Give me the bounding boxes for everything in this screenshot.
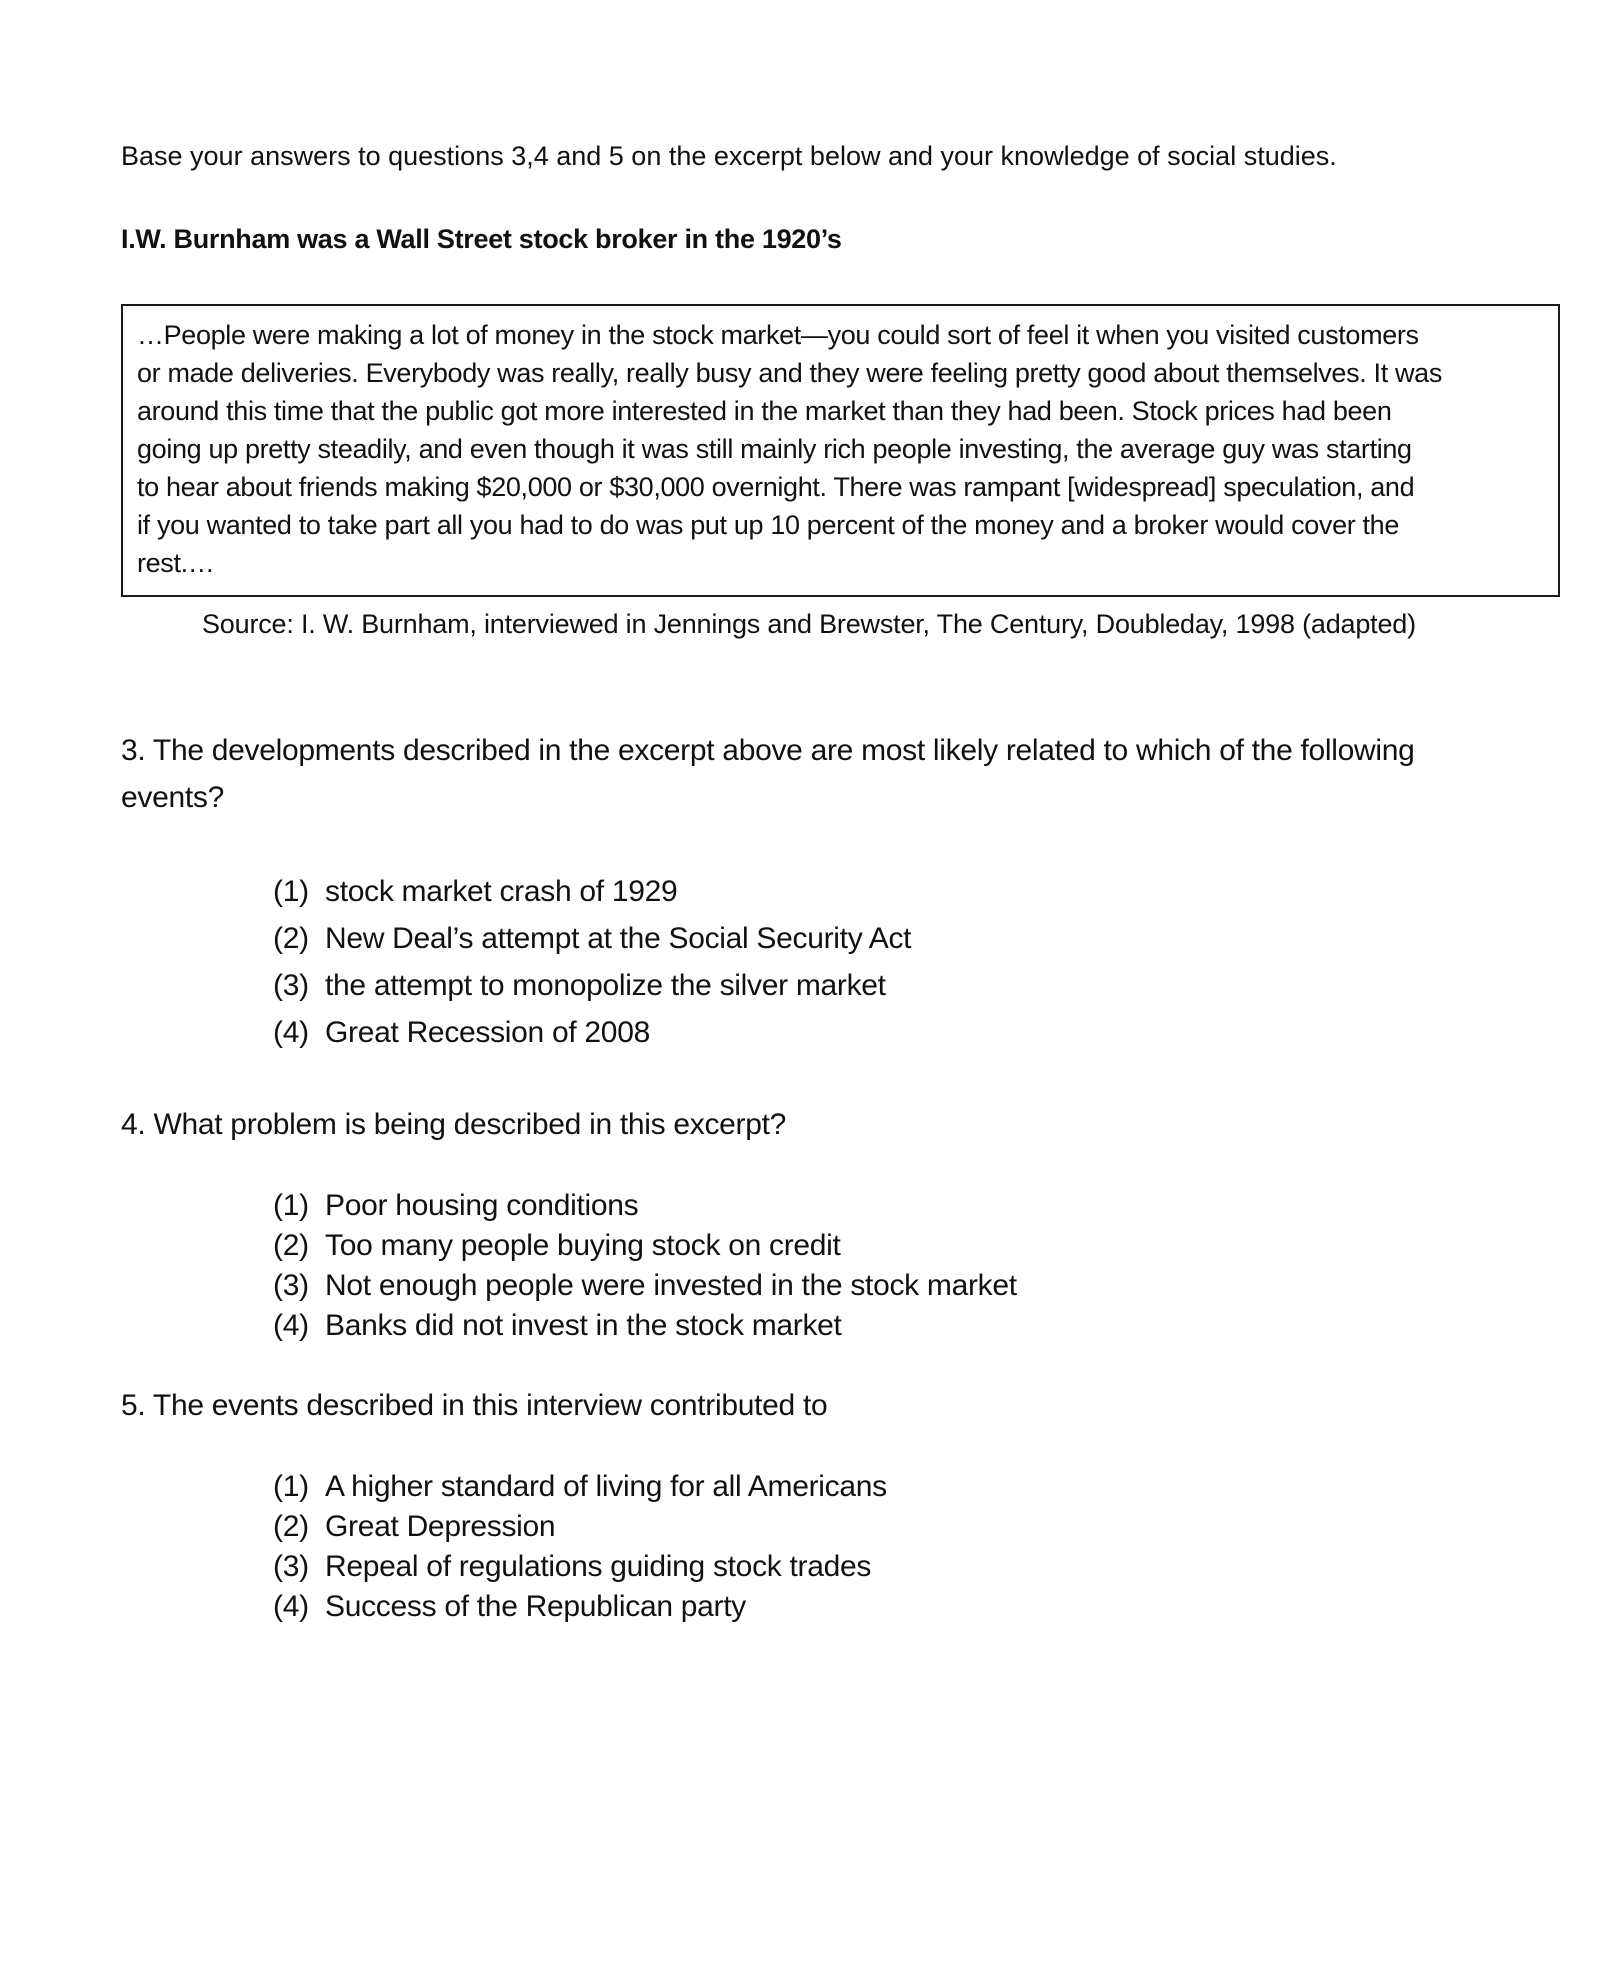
excerpt-line: going up pretty steadily, and even though it was still mainly rich people investing, the average guy was starting (137, 434, 1412, 464)
option-text: Banks did not invest in the stock market (325, 1309, 842, 1342)
question-5-text: 5. The events described in this interview contributed to (121, 1389, 828, 1422)
question-5-option-2 (273, 1510, 555, 1544)
excerpt-line: …People were making a lot of money in the stock market—you could sort of feel it when you visited customers (137, 320, 1419, 350)
option-number: (4) (273, 1590, 309, 1623)
option-number: (3) (273, 1269, 309, 1302)
question-4-option-1 (273, 1189, 638, 1223)
excerpt-line: to hear about friends making $20,000 or $30,000 overnight. There was rampant [widespread] speculation, and (137, 472, 1415, 502)
option-text: Great Depression (325, 1510, 556, 1543)
question-4-option-2 (273, 1229, 841, 1263)
question-4-option-3 (273, 1269, 1017, 1303)
option-number: (2) (273, 1229, 309, 1262)
option-number: (1) (273, 875, 309, 908)
question-5-option-1 (273, 1470, 887, 1504)
option-number: (2) (273, 1510, 309, 1543)
option-number: (3) (273, 1550, 309, 1583)
question-3-option-4 (273, 1016, 650, 1050)
option-text: New Deal’s attempt at the Social Security Act (325, 922, 912, 955)
question-5-option-3 (273, 1550, 871, 1584)
option-text: Success of the Republican party (325, 1590, 746, 1623)
option-number: (4) (273, 1309, 309, 1342)
question-4-option-4 (273, 1309, 842, 1343)
question-3-text: 3. The developments described in the excerpt above are most likely related to which of the following (121, 734, 1415, 767)
option-text: Not enough people were invested in the stock market (325, 1269, 1017, 1302)
option-number: (2) (273, 922, 309, 955)
option-number: (3) (273, 969, 309, 1002)
question-3-text-cont: events? (121, 781, 224, 814)
option-number: (1) (273, 1470, 309, 1503)
question-4-text: 4. What problem is being described in this excerpt? (121, 1108, 787, 1141)
option-number: (4) (273, 1016, 309, 1049)
excerpt-heading: I.W. Burnham was a Wall Street stock broker in the 1920’s (121, 224, 842, 254)
option-text: the attempt to monopolize the silver market (325, 969, 886, 1002)
question-3-option-2 (273, 922, 911, 956)
option-text: A higher standard of living for all Americans (325, 1470, 887, 1503)
question-5-option-4 (273, 1590, 746, 1624)
excerpt-line: around this time that the public got more interested in the market than they had been. Stock prices had been (137, 396, 1392, 426)
question-3-option-3 (273, 969, 886, 1003)
excerpt-line: rest.… (137, 548, 215, 578)
instructions-text: Base your answers to questions 3,4 and 5 on the excerpt below and your knowledge of social studies. (121, 141, 1337, 171)
option-number: (1) (273, 1189, 309, 1222)
excerpt-source: Source: I. W. Burnham, interviewed in Jennings and Brewster, The Century, Doubleday, 1998 (adapted) (202, 609, 1416, 639)
option-text: Poor housing conditions (325, 1189, 639, 1222)
excerpt-line: or made deliveries. Everybody was really, really busy and they were feeling pretty good about themselves. It was (137, 358, 1442, 388)
excerpt-box (121, 304, 1560, 597)
option-text: Repeal of regulations guiding stock trades (325, 1550, 872, 1583)
option-text: Too many people buying stock on credit (325, 1229, 841, 1262)
question-3-option-1 (273, 875, 677, 909)
option-text: stock market crash of 1929 (325, 875, 678, 908)
option-text: Great Recession of 2008 (325, 1016, 650, 1049)
excerpt-line: if you wanted to take part all you had to do was put up 10 percent of the money and a broker would cover the (137, 510, 1400, 540)
